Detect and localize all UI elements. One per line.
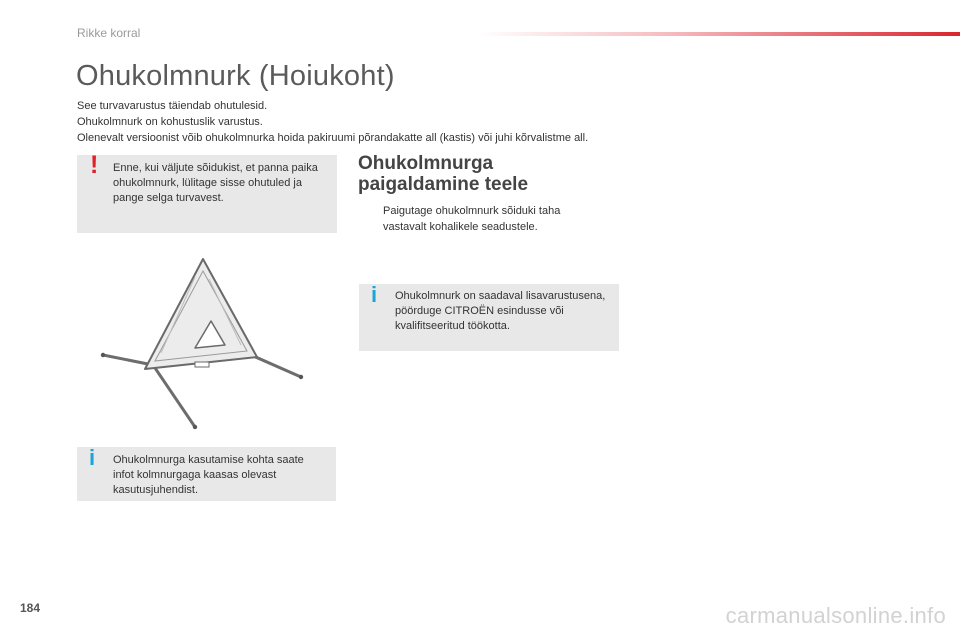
watermark: carmanualsonline.info	[725, 603, 946, 628]
warning-triangle-image	[95, 245, 315, 435]
warning-box	[77, 151, 337, 233]
intro-line: See turvavarustus täiendab ohutulesid.	[77, 100, 268, 112]
section-label: Rikke korral	[77, 26, 141, 40]
exclamation-icon: !	[90, 151, 99, 179]
info-icon: i	[371, 282, 378, 307]
warning-text: Enne, kui väljute sõidukist, et panna paika ohukolmnurk, lülitage sisse ohutuled ja pange selga turvavest.	[113, 162, 318, 204]
page-number: 184	[20, 601, 41, 615]
info-box-availability	[359, 284, 619, 351]
intro-line: Ohukolmnurk on kohustuslik varustus.	[77, 116, 263, 128]
placement-heading-line: Ohukolmnurga	[358, 153, 494, 174]
info-text: Ohukolmnurga kasutamise kohta saate infot kolmnurgaga kaasas olevast kasutusjuhendist.	[113, 454, 304, 496]
placement-step-text: Paigutage ohukolmnurk sõiduki taha vastavalt kohalikele seadustele.	[383, 205, 561, 233]
page-title: Ohukolmnurk (Hoiukoht)	[76, 60, 395, 92]
intro-text	[77, 98, 588, 146]
info-icon: i	[89, 445, 96, 470]
placement-heading	[358, 153, 528, 195]
info-box-triangle-usage	[77, 447, 336, 501]
placement-heading-line: paigaldamine teele	[358, 174, 529, 195]
warning-triangle-illustration	[95, 245, 315, 435]
intro-line: Olenevalt versioonist võib ohukolmnurka hoida pakiruumi põrandakatte all (kastis) või juhi kõrvalistme all.	[77, 132, 589, 144]
header-accent-bar	[478, 32, 960, 36]
placement-step	[363, 203, 603, 235]
info-text: Ohukolmnurk on saadaval lisavarustusena, pöörduge CITROËN esindusse või kvalifitseeritud töökotta.	[395, 290, 606, 332]
